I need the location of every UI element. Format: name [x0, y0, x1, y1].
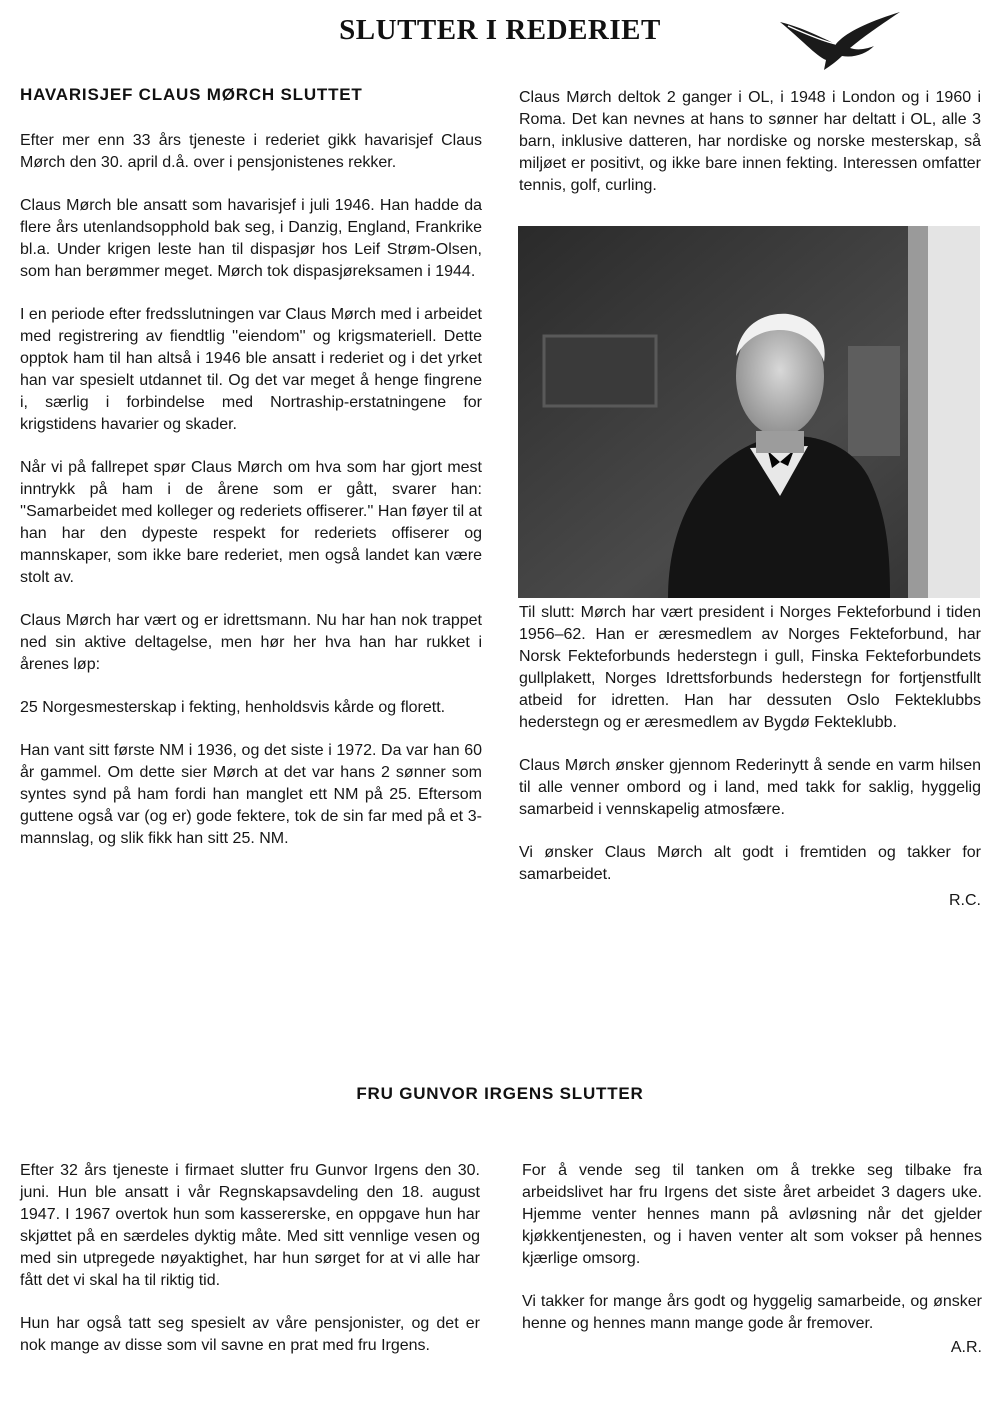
- article1-paragraph: Til slutt: Mørch har vært president i Norges Fekteforbund i tiden 1956–62. Han er æresmedlem av Norges Fekteforbund, har Norsk Fekteforbunds hederstegn i gull, Finska Fekteforbundets gullplakett, Norges Idrettsforbunds hederstegn for fortjenstfullt atbeid for idretten. Han har dessuten Oslo Fekteklubbs hederstegn og er æresmedlem av Bygdø Fekteklubb.: [519, 604, 981, 731]
- article2-paragraph: Hun har også tatt seg spesielt av våre pensjonister, og det er nok mange av disse som vil savne en prat med fru Irgens.: [20, 1315, 480, 1354]
- article2-paragraph: Vi takker for mange års godt og hyggelig samarbeide, og ønsker henne og hennes mann mange gode år fremover.: [522, 1293, 982, 1332]
- seagull-icon: [776, 8, 906, 74]
- signature: A.R.: [950, 1339, 982, 1356]
- article1-paragraph: I en periode efter fredsslutningen var Claus Mørch med i arbeidet med registrering av fiendtlig ''eiendom'' og krigsmateriell. Dette opptok ham til han altså i 1946 ble ansatt i rederiet og i det yrket han var spesielt utdannet til. Og det var meget å henge fingrene i, særlig i forbindelse med Nortraship-erstatningene for krigstidens havarier og skader.: [20, 306, 482, 433]
- article1-left-column: [20, 130, 482, 850]
- article1-paragraph: Claus Mørch har vært og er idrettsmann. Nu har han nok trappet ned sin aktive deltagelse, men hør her hva han har rukket i årenes løp:: [20, 612, 482, 673]
- article1-right-top: [519, 87, 981, 197]
- article1-paragraph: Vi ønsker Claus Mørch alt godt i fremtiden og takker for samarbeidet.: [519, 844, 981, 883]
- signature: R.C.: [949, 892, 981, 909]
- article2-heading: FRU GUNVOR IRGENS SLUTTER: [356, 1084, 644, 1103]
- article1-heading: HAVARISJEF CLAUS MØRCH SLUTTET: [20, 85, 363, 104]
- page-title: SLUTTER I REDERIET: [339, 14, 661, 46]
- article1-paragraph: Efter mer enn 33 års tjeneste i rederiet gikk havarisjef Claus Mørch den 30. april d.å. over i pensjonistenes rekker.: [20, 132, 482, 171]
- article1-right-column: [519, 602, 981, 912]
- article1-paragraph: Claus Mørch ble ansatt som havarisjef i juli 1946. Han hadde da flere års utenlandsopphold bak seg, i Danzig, England, Frankrike bl.a. Under krigen leste han til dispasjør hos Leif Strøm-Olsen, som han berømmer meget. Mørch tok dispasjøreksamen i 1944.: [20, 197, 482, 280]
- article1-paragraph: Claus Mørch deltok 2 ganger i OL, i 1948 i London og i 1960 i Roma. Det kan nevnes at hans to sønner har deltatt i OL, alle 3 barn, inklusive datteren, har nordiske og norske mesterskap, så miljøet er positivt, og ikke bare innen fekting. Interessen omfatter tennis, golf, curling.: [519, 89, 981, 194]
- portrait-photo: [518, 226, 980, 598]
- article2-left-column: [20, 1160, 480, 1357]
- article2-right-column: [522, 1160, 982, 1359]
- article1-paragraph: Når vi på fallrepet spør Claus Mørch om hva som har gjort mest inntrykk på ham i de årene som er gått, svarer han: ''Samarbeidet med kolleger og rederiets offiserer.'' Han føyer til at han har den dypeste respekt for rederiets offiserer og mannskaper, som ikke bare rederiet, men også landet kan være stolt av.: [20, 459, 482, 586]
- article2-paragraph: Efter 32 års tjeneste i firmaet slutter fru Gunvor Irgens den 30. juni. Hun ble ansatt i vår Regnskapsavdeling den 18. august 1947. I 1967 overtok hun som kassererske, en oppgave hun har skjøttet på en særdeles dyktig måte. Med sitt vennlige vesen og med sin utpregede nøyaktighet, har hun sørget for at vi alle har fått det vi skal ha til riktig tid.: [20, 1162, 480, 1289]
- article1-paragraph: 25 Norgesmesterskap i fekting, henholdsvis kårde og florett.: [20, 699, 446, 716]
- article2-paragraph: For å vende seg til tanken om å trekke seg tilbake fra arbeidslivet har fru Irgens det siste året arbeidet 3 dagers uke. Hjemme venter hennes mann på avløsning når det gjelder kjøkkentjenesten, og i haven venter alt som vokser på hennes kjærlige omsorg.: [522, 1162, 982, 1267]
- article1-paragraph: Han vant sitt første NM i 1936, og det siste i 1972. Da var han 60 år gammel. Om dette sier Mørch at det var hans 2 sønner som syntes synd på ham fordi han manglet ett NM på 25. Eftersom guttene også var (og er) gode fektere, tok de sin far med på et 3-mannslag, og slik fikk han sitt 25. NM.: [20, 742, 482, 847]
- article1-paragraph: Claus Mørch ønsker gjennom Rederinytt å sende en varm hilsen til alle venner ombord og i land, med takk for saklig, hyggelig samarbeid i vennskapelig atmosfære.: [519, 757, 981, 818]
